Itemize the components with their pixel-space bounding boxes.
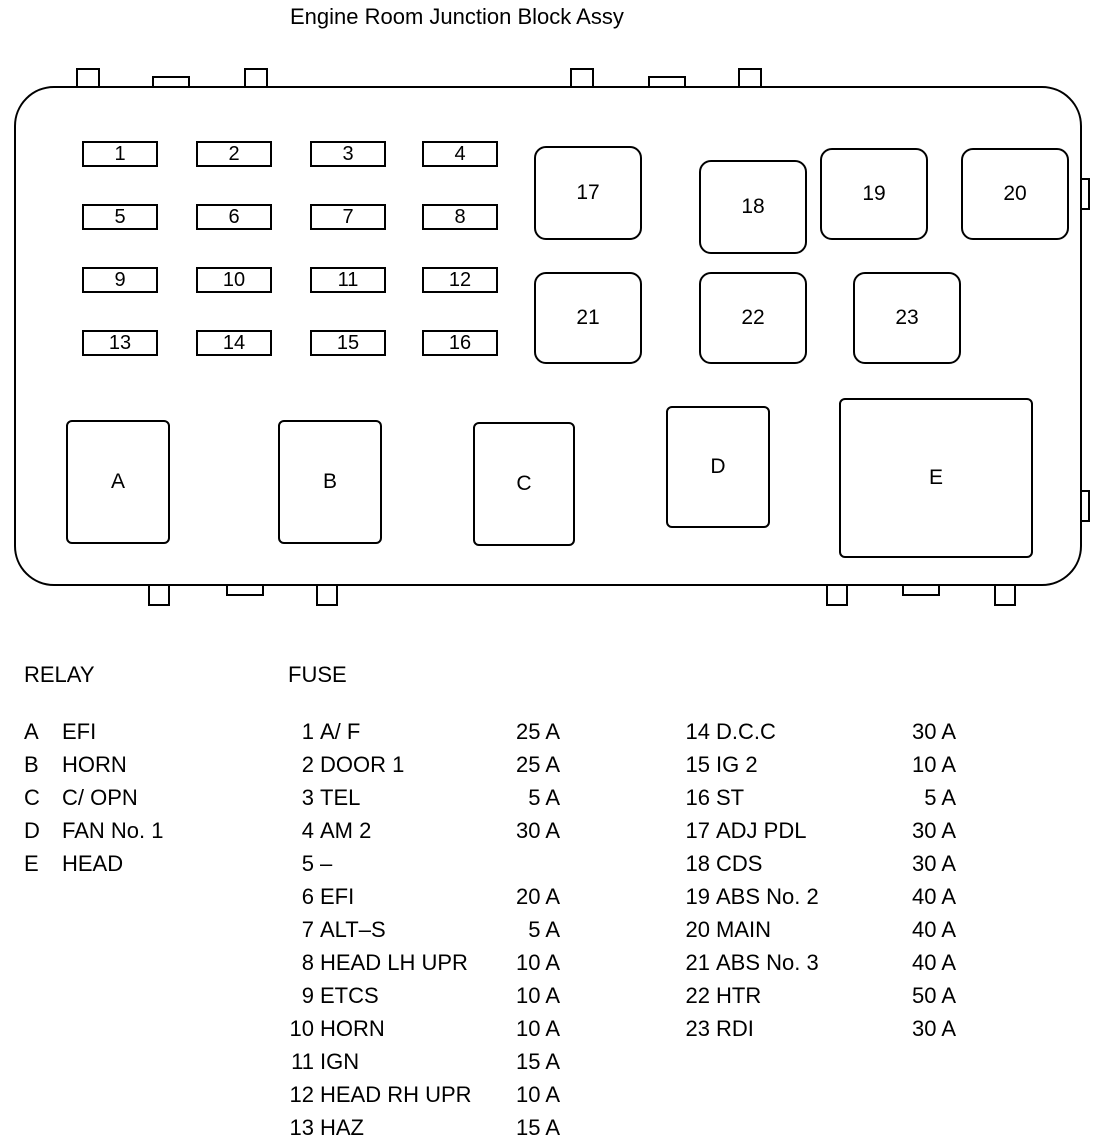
fuse-amperage: 25 A: [515, 752, 560, 777]
relay-D: D: [666, 406, 770, 528]
fuse-number: 5: [301, 851, 314, 876]
fuse-4: 4: [422, 141, 498, 167]
fuse-18: 18: [699, 160, 807, 254]
mount-tab: [826, 584, 848, 606]
fuse-number: 18: [685, 851, 710, 876]
fuse-number: 21: [685, 950, 710, 975]
relay-name: HEAD: [62, 851, 124, 876]
fuse-legend-row: [284, 947, 566, 979]
fuse-amperage: 10 A: [515, 1082, 560, 1107]
relay-id: E: [24, 851, 39, 876]
relay-C: C: [473, 422, 575, 546]
fuse-14: 14: [196, 330, 272, 356]
relay-legend-row: [24, 749, 264, 781]
fuse-10: 10: [196, 267, 272, 293]
fuse-15: 15: [310, 330, 386, 356]
fuse-name: AM 2: [320, 818, 372, 843]
relay-id: D: [24, 818, 40, 843]
diagram-title: Engine Room Junction Block Assy: [290, 4, 624, 29]
fuse-name: IG 2: [716, 752, 758, 777]
fuse-legend-row: [284, 782, 566, 814]
fuse-name: A/ F: [320, 719, 361, 744]
mount-tab: [76, 68, 100, 88]
fuse-number: 20: [685, 917, 710, 942]
fuse-13: 13: [82, 330, 158, 356]
mount-tab: [570, 68, 594, 88]
relay-E: E: [839, 398, 1033, 558]
relay-legend-row: [24, 716, 264, 748]
fuse-amperage: 30 A: [911, 1016, 956, 1041]
fuse-name: ALT–S: [320, 917, 386, 942]
fuse-number: 23: [685, 1016, 710, 1041]
fuse-number: 2: [301, 752, 314, 777]
fuse-5: 5: [82, 204, 158, 230]
relay-name: HORN: [62, 752, 127, 777]
fuse-amperage: 25 A: [515, 719, 560, 744]
fuse-number: 13: [289, 1115, 314, 1140]
fuse-amperage: 10 A: [911, 752, 956, 777]
fuse-name: ST: [716, 785, 745, 810]
fuse-name: HORN: [320, 1016, 385, 1041]
fuse-legend-row: [284, 1046, 566, 1078]
fuse-legend-row: [680, 881, 962, 913]
fuse-name: MAIN: [716, 917, 771, 942]
fuse-name: D.C.C: [716, 719, 776, 744]
relay-name: EFI: [62, 719, 97, 744]
fuse-number: 3: [301, 785, 314, 810]
fuse-legend-row: [680, 947, 962, 979]
fuse-19: 19: [820, 148, 928, 240]
fuse-name: ABS No. 3: [716, 950, 819, 975]
fuse-9: 9: [82, 267, 158, 293]
fuse-number: 16: [685, 785, 710, 810]
fuse-legend-row: [284, 914, 566, 946]
fuse-amperage: 5 A: [924, 785, 956, 810]
fuse-name: RDI: [716, 1016, 754, 1041]
fuse-number: 14: [685, 719, 710, 744]
relay-id: A: [24, 719, 39, 744]
fuse-11: 11: [310, 267, 386, 293]
fuse-name: EFI: [320, 884, 355, 909]
fuse-legend-row: [680, 848, 962, 880]
fuse-legend-row: [680, 1013, 962, 1045]
relay-A: A: [66, 420, 170, 544]
fuse-legend-row: [284, 716, 566, 748]
fuse-3: 3: [310, 141, 386, 167]
fuse-amperage: 10 A: [515, 983, 560, 1008]
relay-legend-row: [24, 815, 264, 847]
fuse-amperage: 15 A: [515, 1049, 560, 1074]
fuse-name: HEAD RH UPR: [320, 1082, 472, 1107]
fuse-8: 8: [422, 204, 498, 230]
relay-id: C: [24, 785, 40, 810]
fuse-2: 2: [196, 141, 272, 167]
fuse-amperage: 20 A: [515, 884, 560, 909]
fuse-number: 9: [301, 983, 314, 1008]
fuse-legend-row: [680, 782, 962, 814]
fuse-number: 11: [291, 1049, 314, 1074]
fuse-amperage: 40 A: [911, 950, 956, 975]
mount-tab: [244, 68, 268, 88]
fuse-name: HAZ: [320, 1115, 364, 1140]
fuse-amperage: 30 A: [911, 818, 956, 843]
fuse-number: 15: [685, 752, 710, 777]
fuse-20: 20: [961, 148, 1069, 240]
fuse-name: ABS No. 2: [716, 884, 819, 909]
fuse-legend-row: [680, 980, 962, 1012]
fuse-name: TEL: [320, 785, 361, 810]
relay-legend-row: [24, 782, 264, 814]
fuse-number: 4: [301, 818, 314, 843]
fuse-22: 22: [699, 272, 807, 364]
relay-B: B: [278, 420, 382, 544]
fuse-number: 6: [301, 884, 314, 909]
fuse-name: –: [320, 851, 333, 876]
fuse-name: ADJ PDL: [716, 818, 807, 843]
fuse-16: 16: [422, 330, 498, 356]
fuse-legend-header: FUSE: [288, 662, 347, 687]
fuse-legend-row: [680, 914, 962, 946]
fuse-amperage: 30 A: [515, 818, 560, 843]
relay-id: B: [24, 752, 39, 777]
relay-name: FAN No. 1: [62, 818, 164, 843]
fuse-number: 1: [301, 719, 314, 744]
relay-legend-header: RELAY: [24, 662, 95, 687]
fuse-amperage: 40 A: [911, 884, 956, 909]
mount-tab: [316, 584, 338, 606]
fuse-7: 7: [310, 204, 386, 230]
fuse-name: HEAD LH UPR: [320, 950, 468, 975]
fuse-12: 12: [422, 267, 498, 293]
fuse-21: 21: [534, 272, 642, 364]
mount-tab: [994, 584, 1016, 606]
fuse-amperage: 15 A: [515, 1115, 560, 1140]
mount-tab: [738, 68, 762, 88]
fuse-amperage: 10 A: [515, 950, 560, 975]
fuse-legend-row: [284, 881, 566, 913]
fuse-legend-row: [284, 1112, 566, 1144]
fuse-legend-row: [284, 1079, 566, 1111]
fuse-name: HTR: [716, 983, 762, 1008]
fuse-23: 23: [853, 272, 961, 364]
fuse-number: 12: [289, 1082, 314, 1107]
relay-name: C/ OPN: [62, 785, 138, 810]
relay-legend-row: [24, 848, 264, 880]
fuse-legend-row: [284, 749, 566, 781]
fuse-17: 17: [534, 146, 642, 240]
fuse-legend-row: [680, 749, 962, 781]
fuse-number: 7: [301, 917, 314, 942]
fuse-legend-row: [680, 716, 962, 748]
fuse-number: 19: [685, 884, 710, 909]
fuse-name: IGN: [320, 1049, 360, 1074]
fuse-legend-row: [284, 848, 566, 880]
mount-tab: [148, 584, 170, 606]
fuse-name: DOOR 1: [320, 752, 405, 777]
fuse-name: CDS: [716, 851, 763, 876]
fuse-amperage: 10 A: [515, 1016, 560, 1041]
fuse-1: 1: [82, 141, 158, 167]
fuse-legend-row: [284, 1013, 566, 1045]
fuse-number: 8: [301, 950, 314, 975]
fuse-amperage: 40 A: [911, 917, 956, 942]
fuse-number: 17: [685, 818, 710, 843]
fuse-name: ETCS: [320, 983, 379, 1008]
fuse-legend-row: [284, 980, 566, 1012]
fuse-number: 10: [289, 1016, 314, 1041]
fuse-amperage: 50 A: [911, 983, 956, 1008]
fuse-legend-row: [284, 815, 566, 847]
fuse-amperage: 5 A: [528, 917, 560, 942]
fuse-6: 6: [196, 204, 272, 230]
fuse-amperage: 30 A: [911, 719, 956, 744]
fuse-amperage: 30 A: [911, 851, 956, 876]
fuse-amperage: 5 A: [528, 785, 560, 810]
fuse-legend-row: [680, 815, 962, 847]
fuse-number: 22: [685, 983, 710, 1008]
